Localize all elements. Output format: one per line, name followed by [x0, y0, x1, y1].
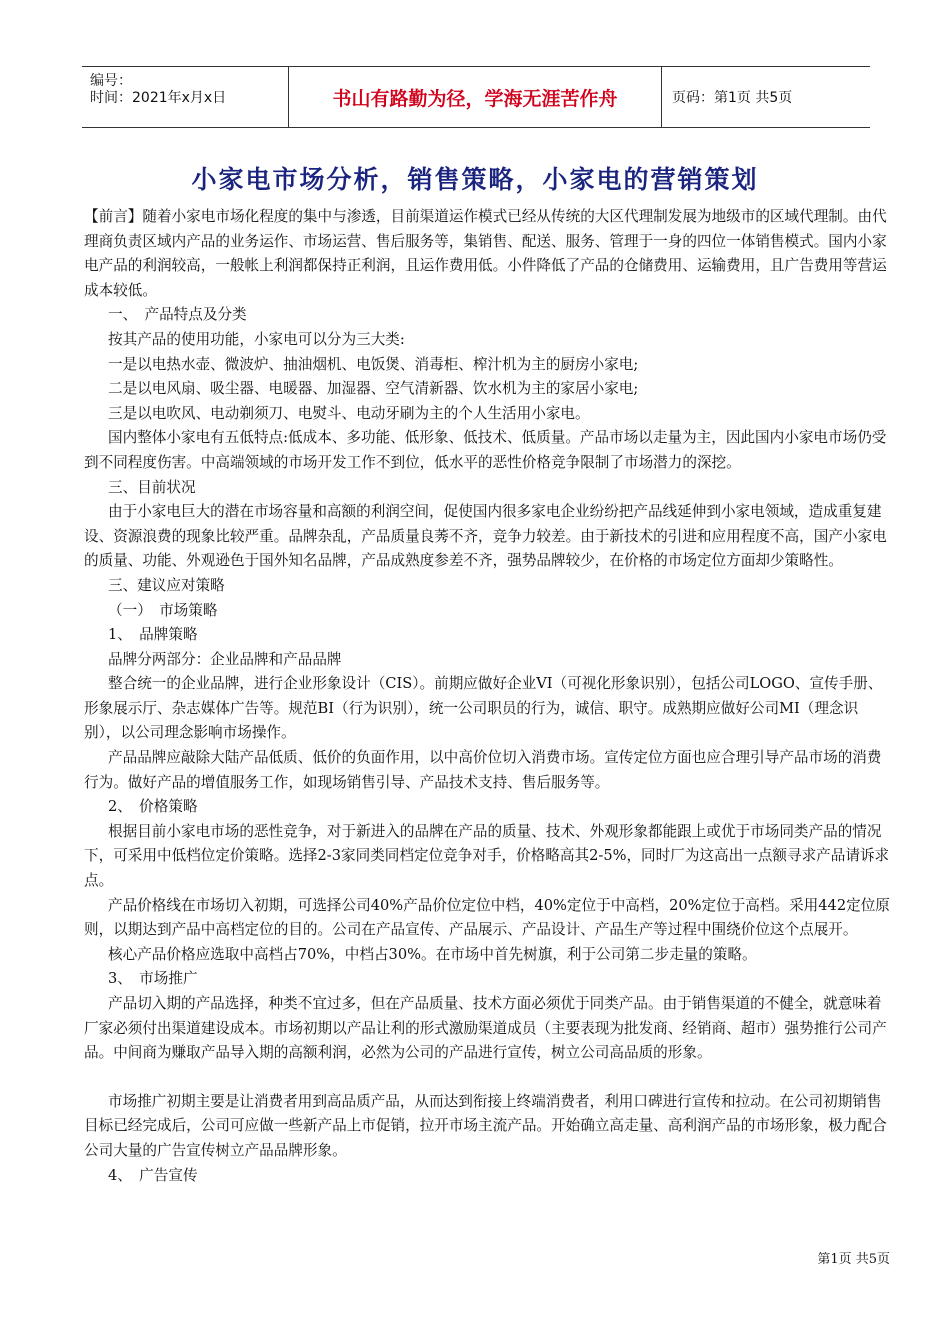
- paragraph: 产品切入期的产品选择，种类不宜过多，但在产品质量、技术方面必须优于同类产品。由于销售渠道的不健全，就意味着厂家必须付出渠道建设成本。市场初期以产品让利的形式激励渠道成员（主要表现为批发商、经销商、超市）强势推行公司产品。中间商为赚取产品导入期的高额利润，必然为公司的产品进行宣传，树立公司高品质的形象。: [84, 995, 887, 1062]
- section-heading: 三、建议应对策略: [108, 576, 225, 594]
- subsection-heading: 1、 品牌策略: [108, 626, 198, 644]
- page-label: 页码：第1页 共5页: [672, 90, 793, 106]
- paragraph-gap: [84, 1066, 894, 1090]
- subsection-heading: 2、 价格策略: [108, 798, 198, 816]
- time-label: 时间：2021年x月x日: [90, 90, 227, 106]
- document-body: [84, 205, 894, 1188]
- paragraph: 市场推广初期主要是让消费者用到高品质产品，从而达到衔接上终端消费者，利用口碑进行宣传和拉动。在公司初期销售目标已经完成后，公司可应做一些新产品上市促销，拉开市场主流产品。开始确立高走量、高利润产品的市场形象，极力配合公司大量的广告宣传树立产品品牌形象。: [84, 1092, 887, 1159]
- subsection-heading: 4、 广告宣传: [108, 1166, 198, 1184]
- subsection-heading: 3、 市场推广: [108, 970, 198, 988]
- paragraph: 由于小家电巨大的潜在市场容量和高额的利润空间，促使国内很多家电企业纷纷把产品线延伸到小家电领域，造成重复建设、资源浪费的现象比较严重。品牌杂乱，产品质量良莠不齐，竞争力较差。由于新技术的引进和应用程度不高，国产小家电的质量、功能、外观逊色于国外知名品牌，产品成熟度参差不齐，强势品牌较少，在价格的市场定位方面却少策略性。: [84, 503, 887, 570]
- number-label: 编号：: [90, 73, 132, 89]
- paragraph: 根据目前小家电市场的恶性竞争，对于新进入的品牌在产品的质量、技术、外观形象都能跟上或优于市场同类产品的情况下，可采用中低档位定价策略。选择2-3家同类同档定位竞争对手，价格略高其2-5%，同时厂为这高出一点额寻求产品请诉求点。: [84, 822, 890, 890]
- paragraph: 按其产品的使用功能，小家电可以分为三大类:: [108, 330, 405, 348]
- paragraph: 产品品牌应敲除大陆产品低质、低价的负面作用，以中高价位切入消费市场。宣传定位方面也应合理引导产品市场的消费行为。做好产品的增值服务工作，如现场销售引导、产品技术支持、售后服务等。: [84, 749, 882, 791]
- motto: 书山有路勤为径，学海无涯苦作舟: [289, 67, 662, 128]
- list-item: 三是以电吹风、电动剃须刀、电熨斗、电动牙刷为主的个人生活用小家电。: [108, 404, 590, 422]
- paragraph: 品牌分两部分：企业品牌和产品品牌: [108, 650, 342, 668]
- paragraph: 整合统一的企业品牌，进行企业形象设计（CIS）。前期应做好企业VI（可视化形象识别），包括公司LOGO、宣传手册、形象展示厅、杂志媒体广告等。规范BI（行为识别），统一公司职员的行为，诚信、职守。成熟期应做好公司MI（理念识别），以公司理念影响市场操作。: [84, 675, 883, 742]
- section-heading: 三、目前状况: [108, 478, 196, 496]
- list-item: 二是以电风扇、吸尘器、电暖器、加湿器、空气清新器、饮水机为主的家居小家电;: [108, 380, 639, 398]
- preface-paragraph: 【前言】随着小家电市场化程度的集中与渗透，目前渠道运作模式已经从传统的大区代理制发展为地级市的区域代理制。由代理商负责区域内产品的业务运作、市场运营、售后服务等，集销售、配送、服务、管理于一身的四位一体销售模式。国内小家电产品的利润较高，一般帐上利润都保持正利润，且运作费用低。小件降低了产品的仓储费用、运输费用，且广告费用等营运成本较低。: [84, 208, 887, 299]
- subsection-heading: （一） 市场策略: [108, 601, 218, 619]
- paragraph: 产品价格线在市场切入初期，可选择公司40%产品价位定位中档，40%定位于中高档，20%定位于高档。采用442定位原则，以期达到产品中高档定位的目的。公司在产品宣传、产品展示、产品设计、产品生产等过程中围绕价位这个点展开。: [84, 896, 890, 939]
- header-left-cell: [82, 67, 289, 128]
- paragraph: 核心产品价格应选取中高档占70%，中档占30%。在市场中首先树旗，利于公司第二步走量的策略。: [108, 945, 757, 963]
- header-table: [82, 66, 870, 128]
- paragraph: 国内整体小家电有五低特点:低成本、多功能、低形象、低技术、低质量。产品市场以走量为主，因此国内小家电市场仍受到不同程度伤害。中高端领域的市场开发工作不到位，低水平的恶性价格竞争限制了市场潜力的深挖。: [84, 429, 887, 471]
- list-item: 一是以电热水壶、微波炉、抽油烟机、电饭煲、消毒柜、榨汁机为主的厨房小家电;: [108, 355, 639, 373]
- section-heading: 一、 产品特点及分类: [108, 306, 247, 324]
- document-title: 小家电市场分析，销售策略，小家电的营销策划: [191, 165, 759, 194]
- page-footer: 第1页 共5页: [817, 1252, 890, 1267]
